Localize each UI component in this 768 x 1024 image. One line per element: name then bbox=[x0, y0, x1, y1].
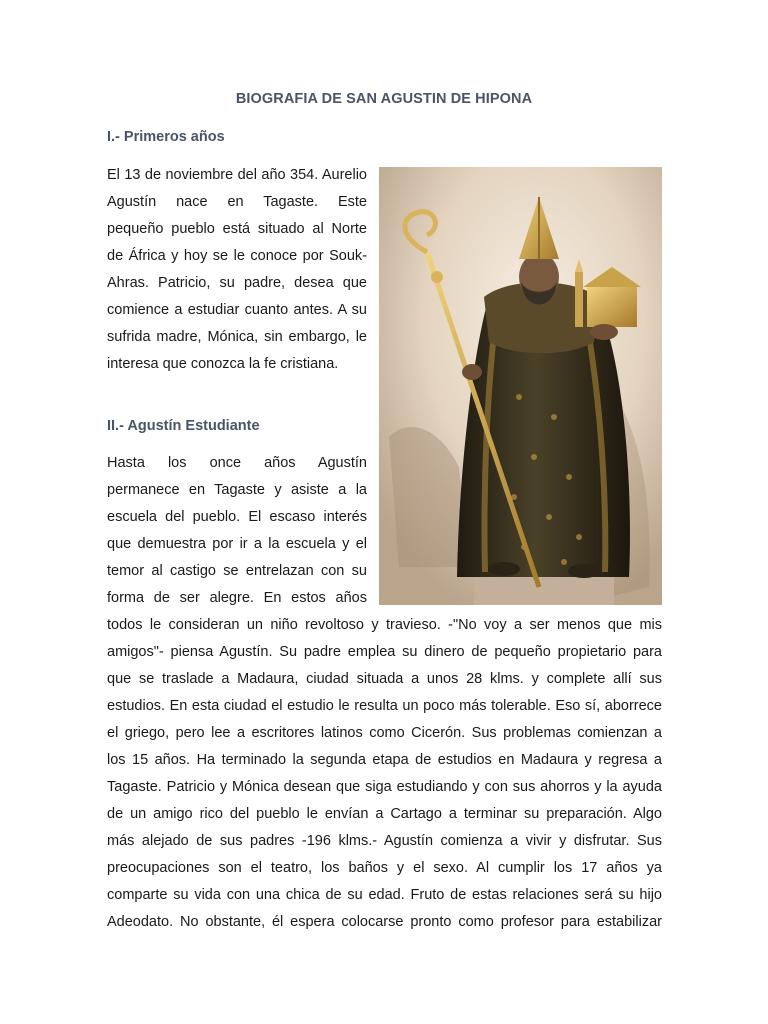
text-line: permanece en Tagaste y asiste a la bbox=[107, 482, 367, 498]
text-line: Tagaste. Patricio y Mónica desean que siga estudiando y con sus ahorros y la ayuda bbox=[107, 779, 662, 795]
document-title: BIOGRAFIA DE SAN AGUSTIN DE HIPONA bbox=[235, 91, 533, 107]
section2-full-paragraph bbox=[107, 612, 662, 936]
text-line: forma de ser alegre. En estos años bbox=[107, 590, 367, 606]
text-line: Agustín nace en Tagaste. Este bbox=[107, 194, 367, 210]
text-line: Adeodato. No obstante, él espera colocarse pronto como profesor para estabilizar bbox=[107, 914, 662, 930]
text-line: que demuestra por ir a la escuela y el bbox=[107, 536, 367, 552]
text-line: estudios. En esta ciudad el estudio le resulta un poco más tolerable. Eso sí, aborrece bbox=[107, 698, 662, 714]
text-line: el griego, pero lee a escritores latinos como Cicerón. Sus problemas comienzan a bbox=[107, 725, 662, 741]
text-line: sufrida madre, Mónica, sin embargo, le bbox=[107, 329, 367, 345]
text-line: temor al castigo se entrelazan con su bbox=[107, 563, 367, 579]
text-line: los 15 años. Ha terminado la segunda etapa de estudios en Madaura y regresa a bbox=[107, 752, 662, 768]
text-line: más alejado de sus padres -196 klms.- Agustín comienza a vivir y disfrutar. Sus bbox=[107, 833, 662, 849]
text-line: que se traslade a Madaura, ciudad situada a unos 28 klms. y complete allí sus bbox=[107, 671, 662, 687]
text-line: todos le consideran un niño revoltoso y travieso. -"No voy a ser menos que mis bbox=[107, 617, 662, 633]
text-line: escuela del pueblo. El escaso interés bbox=[107, 509, 367, 525]
text-line: comience a estudiar cuanto antes. A su bbox=[107, 302, 367, 318]
section1-paragraph bbox=[107, 162, 367, 378]
text-line: preocupaciones son el teatro, los baños y el sexo. Al cumplir los 17 años ya bbox=[107, 860, 662, 876]
section-heading-agustin-estudiante: II.- Agustín Estudiante bbox=[107, 418, 260, 434]
text-line: pequeño pueblo está situado al Norte bbox=[107, 221, 367, 237]
text-line: Hasta los once años Agustín bbox=[107, 455, 367, 471]
text-line: comparte su vida con una chica de su edad. Fruto de estas relaciones será su hijo bbox=[107, 887, 662, 903]
text-line: amigos"- piensa Agustín. Su padre emplea su dinero de pequeño propietario para bbox=[107, 644, 662, 660]
text-line: Ahras. Patricio, su padre, desea que bbox=[107, 275, 367, 291]
text-line: de un amigo rico del pueblo le envían a Cartago a terminar su preparación. Algo bbox=[107, 806, 662, 822]
saint-augustine-statue-photo bbox=[379, 167, 662, 605]
section2-column-paragraph bbox=[107, 450, 367, 612]
text-line: de África y hoy se le conoce por Souk- bbox=[107, 248, 367, 264]
text-line: El 13 de noviembre del año 354. Aurelio bbox=[107, 167, 367, 183]
text-line: interesa que conozca la fe cristiana. bbox=[107, 356, 339, 372]
statue-illustration bbox=[379, 167, 662, 605]
section-heading-primeros-anos: I.- Primeros años bbox=[107, 129, 225, 145]
